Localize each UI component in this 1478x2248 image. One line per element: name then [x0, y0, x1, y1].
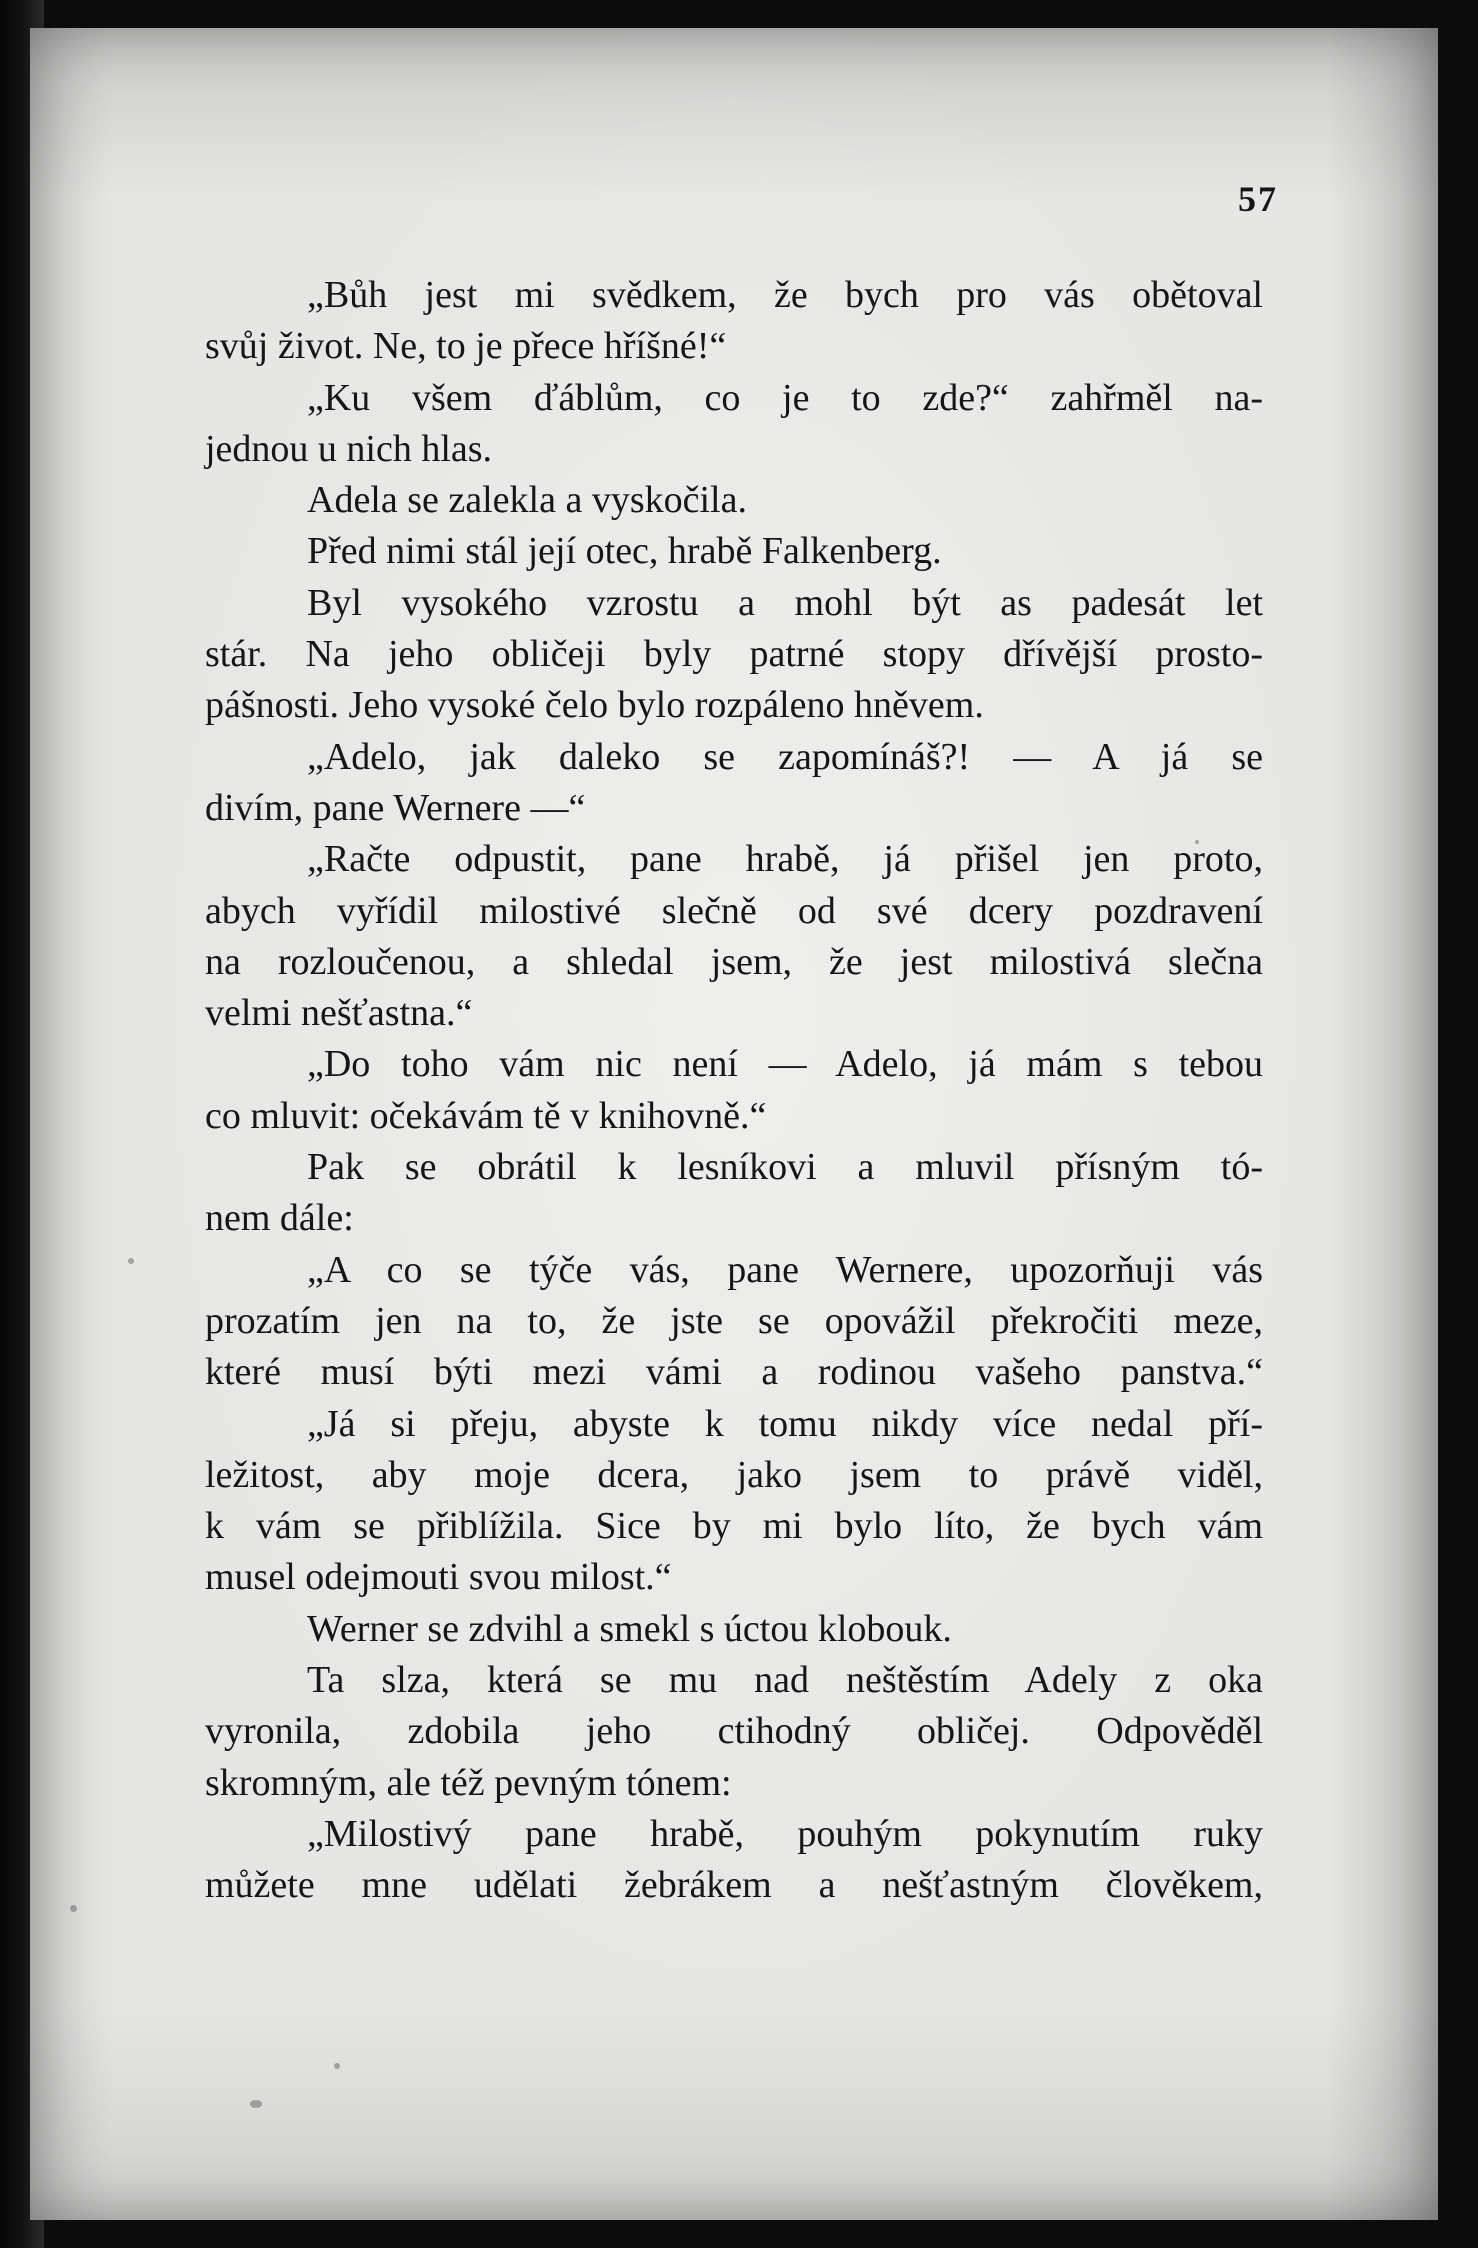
paper-speck	[250, 2100, 262, 2108]
text-line: „Já si přeju, abyste k tomu nikdy více nedal pří-	[307, 1402, 1263, 1445]
text-line: které musí býti mezi vámi a rodinou vašeho panstva.“	[205, 1351, 1263, 1394]
text-line: divím, pane Wernere —“	[205, 786, 586, 829]
paper-speck	[128, 1258, 134, 1264]
text-line: „Bůh jest mi svědkem, že bych pro vás obětoval	[307, 274, 1263, 316]
text-line: jednou u nich hlas.	[205, 427, 493, 470]
text-line: abych vyřídil milostivé slečně od své dcery pozdravení	[205, 889, 1263, 932]
paper-speck	[334, 2063, 340, 2069]
text-line: „Do toho vám nic není — Adelo, já mám s tebou	[307, 1043, 1263, 1086]
text-line: nem dále:	[205, 1197, 354, 1240]
text-line: „Milostivý pane hrabě, pouhým pokynutím ruky	[307, 1812, 1263, 1855]
text-line: Byl vysokého vzrostu a mohl být as padesát let	[307, 581, 1263, 624]
text-line: „Ku všem ďáblům, co je to zde?“ zahřměl na-	[307, 376, 1263, 419]
text-line: můžete mne udělati žebrákem a nešťastným člověkem,	[205, 1864, 1263, 1907]
text-line: pášnosti. Jeho vysoké čelo bylo rozpáleno hněvem.	[205, 684, 984, 727]
text-line: k vám se přiblížila. Sice by mi bylo líto, že bych vám	[205, 1505, 1263, 1548]
text-line: „A co se týče vás, pane Wernere, upozorňuji vás	[307, 1248, 1263, 1291]
text-line: musel odejmouti svou milost.“	[205, 1556, 672, 1599]
text-line: Pak se obrátil k lesníkovi a mluvil přísným tó-	[307, 1146, 1263, 1189]
text-line: na rozloučenou, a shledal jsem, že jest milostivá slečna	[205, 940, 1263, 983]
page-number: 57	[1238, 179, 1278, 219]
text-line: svůj život. Ne, to je přece hříšné!“	[205, 325, 727, 368]
text-line: „Adelo, jak daleko se zapomínáš?! — A já se	[307, 735, 1263, 778]
text-line: prozatím jen na to, že jste se opovážil překročiti meze,	[205, 1299, 1263, 1342]
paper-speck	[70, 1905, 77, 1912]
text-line: ležitost, aby moje dcera, jako jsem to právě viděl,	[205, 1453, 1263, 1496]
text-line: vyronila, zdobila jeho ctihodný obličej. Odpověděl	[205, 1710, 1263, 1753]
text-line: Adela se zalekla a vyskočila.	[307, 479, 747, 522]
text-line: Před nimi stál její otec, hrabě Falkenberg.	[307, 530, 942, 573]
text-line: skromným, ale též pevným tónem:	[205, 1761, 732, 1804]
text-line: Werner se zdvihl a smekl s úctou klobouk.	[307, 1607, 952, 1650]
text-line: Ta slza, která se mu nad neštěstím Adely z oka	[307, 1659, 1263, 1702]
text-line: „Račte odpustit, pane hrabě, já přišel jen proto,	[307, 838, 1263, 881]
text-line: stár. Na jeho obličeji byly patrné stopy dřívější prosto-	[205, 633, 1263, 676]
page-text-body	[205, 270, 1263, 1912]
text-line: co mluvit: očekávám tě v knihovně.“	[205, 1094, 767, 1137]
text-line: velmi nešťastna.“	[205, 992, 473, 1035]
